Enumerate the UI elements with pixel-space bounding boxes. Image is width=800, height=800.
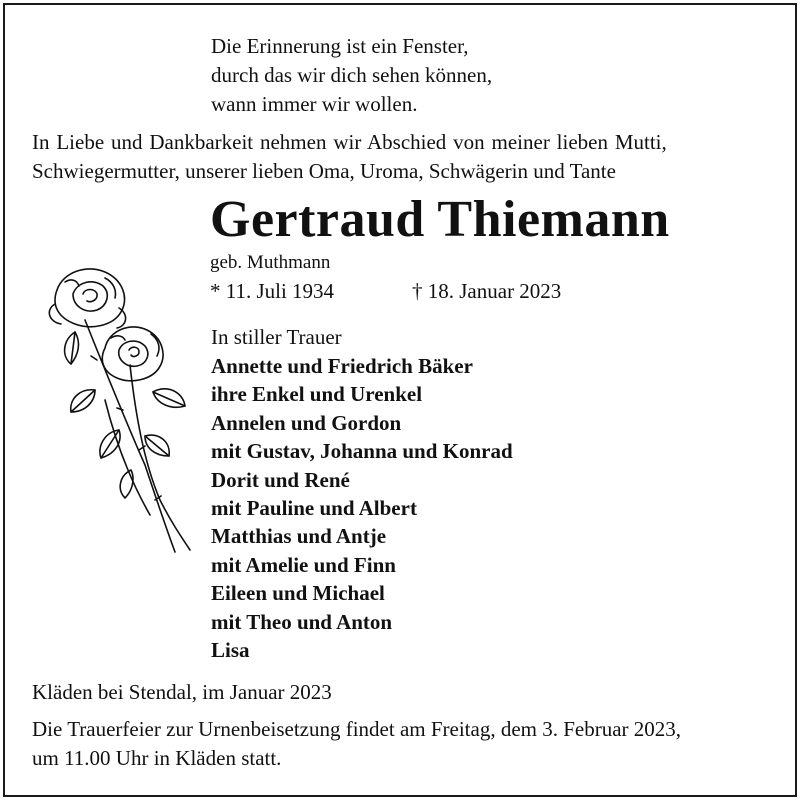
quote-line-1: Die Erinnerung ist ein Fenster, <box>211 34 469 58</box>
list-item: mit Theo und Anton <box>211 609 393 634</box>
list-item: Dorit und René <box>211 467 350 492</box>
service-line-2: um 11.00 Uhr in Kläden statt. <box>32 746 282 770</box>
list-item: mit Amelie und Finn <box>211 552 396 577</box>
mourner-list <box>211 352 513 664</box>
service-line-1: Die Trauerfeier zur Urnenbeisetzung findet am Freitag, dem 3. Februar 2023, <box>32 717 682 741</box>
roses-drawing-icon <box>35 260 195 560</box>
mourning-intro: In stiller Trauer <box>211 325 342 349</box>
quote-line-3: wann immer wir wollen. <box>211 92 418 116</box>
intro-line-1: In Liebe und Dankbarkeit nehmen wir Abschied von meiner lieben Mutti, <box>32 130 667 154</box>
list-item: Matthias und Antje <box>211 524 387 549</box>
deceased-name: Gertraud Thiemann <box>210 191 670 248</box>
obituary-notice <box>3 3 797 797</box>
list-item: Annelen und Gordon <box>211 410 402 435</box>
birth-date: * 11. Juli 1934 <box>210 279 335 303</box>
death-date: † 18. Januar 2023 <box>412 279 562 303</box>
maiden-name: geb. Muthmann <box>210 252 331 273</box>
list-item: Eileen und Michael <box>211 581 385 606</box>
list-item: mit Pauline und Albert <box>211 496 417 521</box>
list-item: Lisa <box>211 638 250 663</box>
list-item: mit Gustav, Johanna und Konrad <box>211 439 513 464</box>
list-item: ihre Enkel und Urenkel <box>211 382 423 407</box>
list-item: Annette und Friedrich Bäker <box>211 354 473 378</box>
intro-line-2: Schwiegermutter, unserer lieben Oma, Uroma, Schwägerin und Tante <box>32 159 616 183</box>
place-and-date: Kläden bei Stendal, im Januar 2023 <box>32 680 332 704</box>
quote-line-2: durch das wir dich sehen können, <box>211 63 493 87</box>
